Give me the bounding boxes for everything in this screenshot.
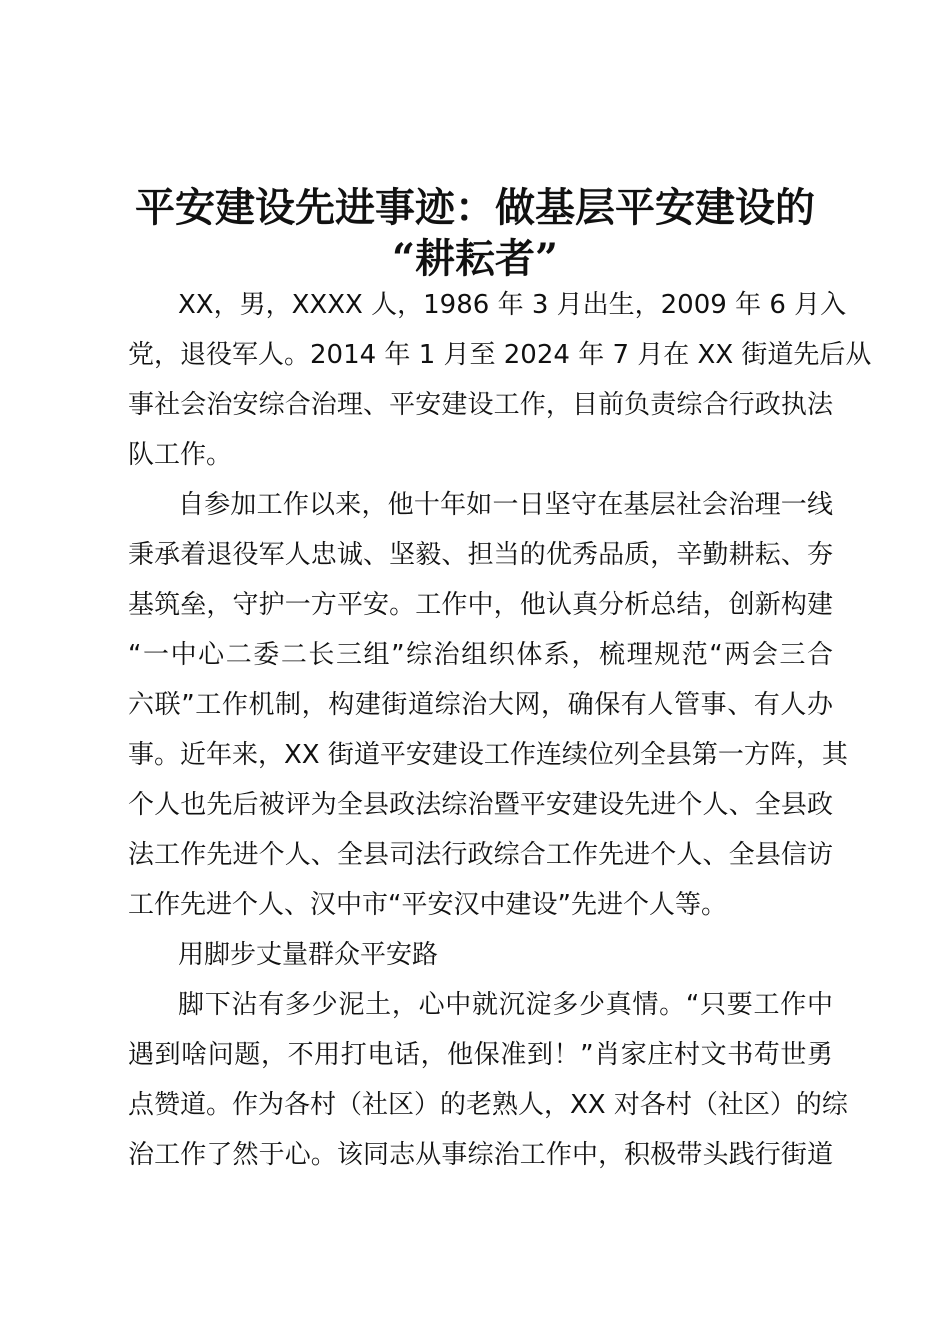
document-title-line-1: 平安建设先进事迹：做基层平安建设的 (135, 184, 815, 231)
paragraph-2-line-9: 工作先进个人、汉中市“平安汉中建设”先进个人等。 (128, 890, 727, 920)
paragraph-2-line-1: 自参加工作以来，他十年如一日坚守在基层社会治理一线 (178, 490, 833, 520)
paragraph-2-line-3: 基筑垒，守护一方平安。工作中，他认真分析总结，创新构建 (128, 590, 833, 620)
document-title-line-2: “耕耘者” (391, 235, 558, 282)
paragraph-2-line-8: 法工作先进个人、全县司法行政综合工作先进个人、全县信访 (128, 840, 833, 870)
paragraph-3-line-1: 脚下沾有多少泥土，心中就沉淀多少真情。“只要工作中 (178, 990, 833, 1020)
paragraph-2-line-2: 秉承着退役军人忠诚、坚毅、担当的优秀品质，辛勤耕耘、夯 (128, 540, 833, 570)
paragraph-1-line-4: 队工作。 (128, 440, 233, 470)
section-subheading: 用脚步丈量群众平安路 (178, 940, 439, 970)
paragraph-3-line-4: 治工作了然于心。该同志从事综治工作中，积极带头践行街道 (128, 1140, 833, 1170)
paragraph-1-line-2: 党，退役军人。2014 年 1 月至 2024 年 7 月在 XX 街道先后从 (128, 340, 872, 370)
paragraph-2-line-5: 六联”工作机制，构建街道综治大网，确保有人管事、有人办 (128, 690, 833, 720)
paragraph-2-line-6: 事。近年来，XX 街道平安建设工作连续位列全县第一方阵，其 (128, 740, 848, 770)
paragraph-1-line-1: XX，男，XXXX 人，1986 年 3 月出生，2009 年 6 月入 (178, 290, 847, 320)
paragraph-2-line-7: 个人也先后被评为全县政法综治暨平安建设先进个人、全县政 (128, 790, 833, 820)
paragraph-3-line-3: 点赞道。作为各村（社区）的老熟人，XX 对各村（社区）的综 (128, 1090, 848, 1120)
paragraph-3-line-2: 遇到啥问题，不用打电话，他保准到！”肖家庄村文书苟世勇 (128, 1040, 833, 1070)
paragraph-1-line-3: 事社会治安综合治理、平安建设工作，目前负责综合行政执法 (128, 390, 833, 420)
paragraph-2-line-4: “一中心二委二长三组”综治组织体系，梳理规范“两会三合 (128, 640, 833, 670)
